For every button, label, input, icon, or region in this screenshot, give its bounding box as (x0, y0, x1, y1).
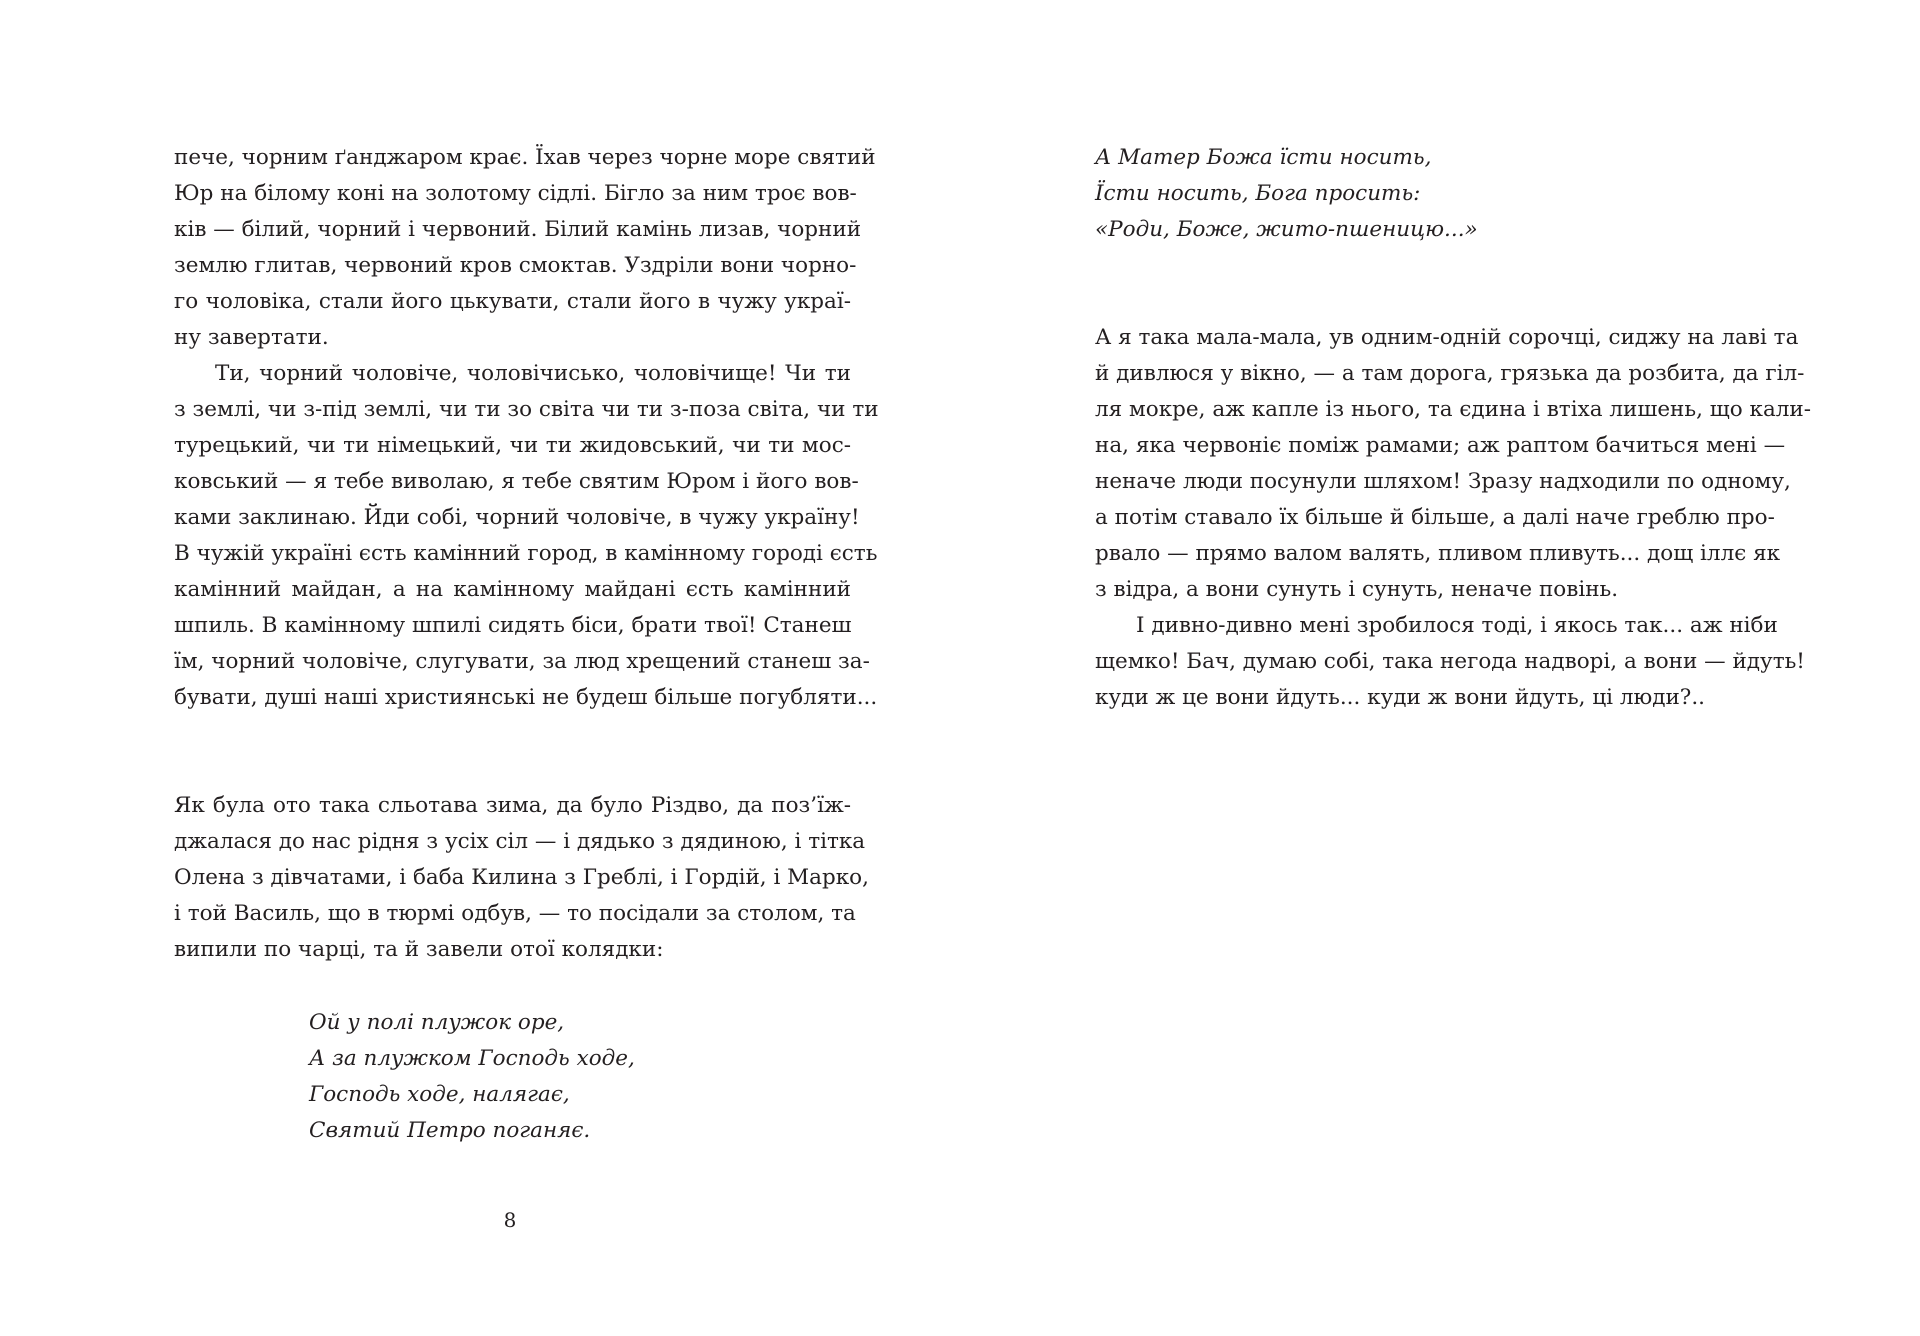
text-line: шпиль. В камінному шпилі сидять біси, брати твої! Станеш (174, 613, 852, 638)
verse-line: Їсти носить, Бога просить: (1095, 181, 1421, 206)
verse-line: Господь ходе, налягає, (309, 1082, 570, 1107)
text-line: турецький, чи ти німецький, чи ти жидовський, чи ти мос- (174, 433, 851, 458)
text-line: з землі, чи з-під землі, чи ти зо світа чи ти з-поза світа, чи ти (174, 397, 879, 422)
text-line: з відра, а вони сунуть і сунуть, неначе повінь. (1095, 577, 1619, 602)
text-line: на, яка червоніє поміж рамами; аж раптом бачиться мені — (1095, 433, 1786, 458)
text-line: і той Василь, що в тюрмі одбув, — то посідали за столом, та (174, 901, 856, 926)
text-line: ну завертати. (174, 325, 329, 350)
text-line: Олена з дівчатами, і баба Килина з Греблі, і Гордій, і Марко, (174, 865, 869, 890)
text-line: й дивлюся у вікно, — а там дорога, грязька да розбита, да гіл- (1095, 361, 1805, 386)
text-line: ками заклинаю. Йди собі, чорний чоловіче, в чужу україну! (174, 505, 860, 530)
verse-line: Святий Петро поганяє. (309, 1118, 591, 1143)
text-line: В чужій україні єсть камінний город, в камінному городі єсть (174, 541, 878, 566)
verse-line: А Матер Божа їсти носить, (1095, 145, 1432, 170)
text-line: ковський — я тебе виволаю, я тебе святим Юром і його вов- (174, 469, 859, 494)
verse-line: Ой у полі плужок оре, (309, 1010, 565, 1035)
text-line: Як була ото така сльотава зима, да було Різдво, да поз’їж- (174, 793, 851, 818)
text-line: бувати, душі наші християнські не будеш більше погубляти... (174, 685, 878, 710)
text-line: неначе люди посунули шляхом! Зразу надходили по одному, (1095, 469, 1791, 494)
right-page (960, 0, 1920, 1336)
verse-line: А за плужком Господь ходе, (309, 1046, 635, 1071)
text-line: джалася до нас рідня з усіх сіл — і дядько з дядиною, і тітка (174, 829, 866, 854)
text-line: а потім ставало їх більше й більше, а далі наче греблю про- (1095, 505, 1775, 530)
text-line: камінний майдан, а на камінному майдані єсть камінний (174, 577, 851, 602)
verse-line: «Роди, Боже, жито-пшеницю...» (1095, 217, 1478, 242)
text-line: щемко! Бач, думаю собі, така негода надворі, а вони — йдуть! (1095, 649, 1805, 674)
text-line: ків — білий, чорний і червоний. Білий камінь лизав, чорний (174, 217, 862, 242)
text-line: землю глитав, червоний кров смоктав. Уздріли вони чорно- (174, 253, 857, 278)
text-line: А я така мала-мала, ув одним-одній сорочці, сиджу на лаві та (1095, 325, 1799, 350)
text-line: І дивно-дивно мені зробилося тоді, і якось так... аж ніби (1136, 613, 1778, 638)
text-line: Ти, чорний чоловіче, чоловічисько, чоловічище! Чи ти (215, 361, 851, 386)
text-line: їм, чорний чоловіче, слугувати, за люд хрещений станеш за- (174, 649, 870, 674)
text-line: го чоловіка, стали його цькувати, стали його в чужу украї- (174, 289, 851, 314)
text-line: пече, чорним ґанджаром крає. Їхав через чорне море святий (174, 145, 876, 170)
text-line: Юр на білому коні на золотому сідлі. Бігло за ним троє вов- (174, 181, 857, 206)
text-line: випили по чарці, та й завели отої колядки: (174, 937, 664, 962)
text-line: куди ж це вони йдуть... куди ж вони йдуть, ці люди?.. (1095, 685, 1705, 710)
text-line: ля мокре, аж капле із нього, та єдина і втіха лишень, що кали- (1095, 397, 1812, 422)
page-number: 8 (503, 1208, 517, 1232)
text-line: рвало — прямо валом валять, пливом пливуть... дощ іллє як (1095, 541, 1781, 566)
